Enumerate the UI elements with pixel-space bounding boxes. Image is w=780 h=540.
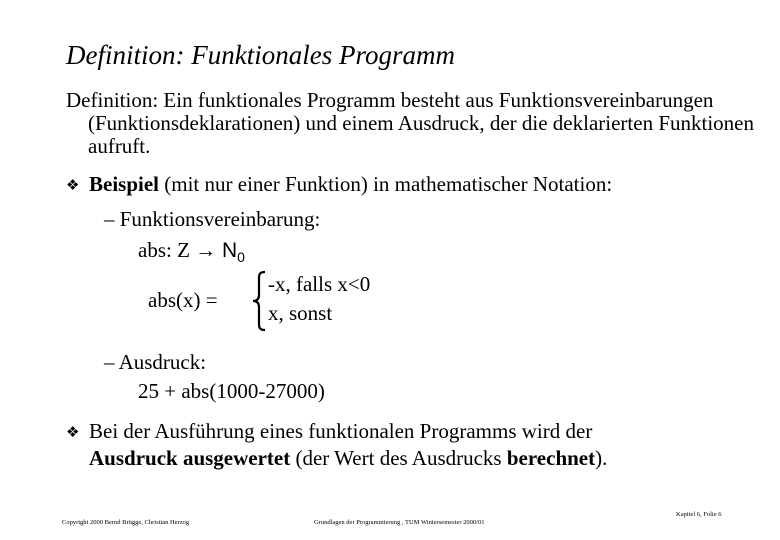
evaluation-end: ). [595, 446, 608, 470]
computed-term: berechnet [506, 446, 596, 470]
arrow-icon: → [195, 238, 217, 262]
evaluated-term: Ausdruck ausgewertet [89, 446, 291, 470]
curly-brace-icon [250, 270, 268, 332]
expression-heading: – Ausdruck: [104, 350, 207, 374]
case-otherwise: x, sonst [268, 301, 333, 325]
evaluation-line-2 [89, 446, 607, 470]
diamond-bullet-icon: ❖ [66, 176, 80, 194]
definition-paragraph [66, 89, 778, 158]
footer-course: Grundlagen der Programmierung , TUM Wintersemester 2000/01 [314, 519, 485, 526]
function-lhs: abs(x) = [148, 288, 218, 312]
function-signature [138, 238, 245, 269]
evaluation-line-1: Bei der Ausführung eines funktionalen Programms wird der [89, 419, 593, 443]
expression: 25 + abs(1000-27000) [138, 379, 325, 403]
evaluation-middle: (der Wert des Ausdrucks [290, 446, 507, 470]
footer-slide-number: Kapitel 6, Folie 6 [676, 511, 722, 518]
bullet-example [89, 172, 612, 196]
footer-copyright: Copyright 2000 Bernd Brügge, Christian Herzog [62, 519, 190, 526]
example-text: (mit nur einer Funktion) in mathematischer Notation: [159, 172, 613, 196]
signature-subscript: 0 [237, 249, 245, 266]
signature-codomain: N [216, 239, 238, 262]
definition-text: Ein funktionales Programm besteht aus Funktionsvereinbarungen (Funktionsdeklarationen) und einem Ausdruck, der die deklarierten Funktionen aufruft. [88, 88, 755, 158]
definition-label: Definition: [66, 88, 159, 112]
example-label: Beispiel [89, 172, 160, 196]
diamond-bullet-icon: ❖ [66, 423, 80, 441]
function-declaration-heading: – Funktionsvereinbarung: [104, 207, 321, 231]
slide-title: Definition: Funktionales Programm [66, 40, 455, 70]
case-negative: -x, falls x<0 [268, 272, 371, 296]
signature-prefix: abs: Z [138, 238, 196, 262]
